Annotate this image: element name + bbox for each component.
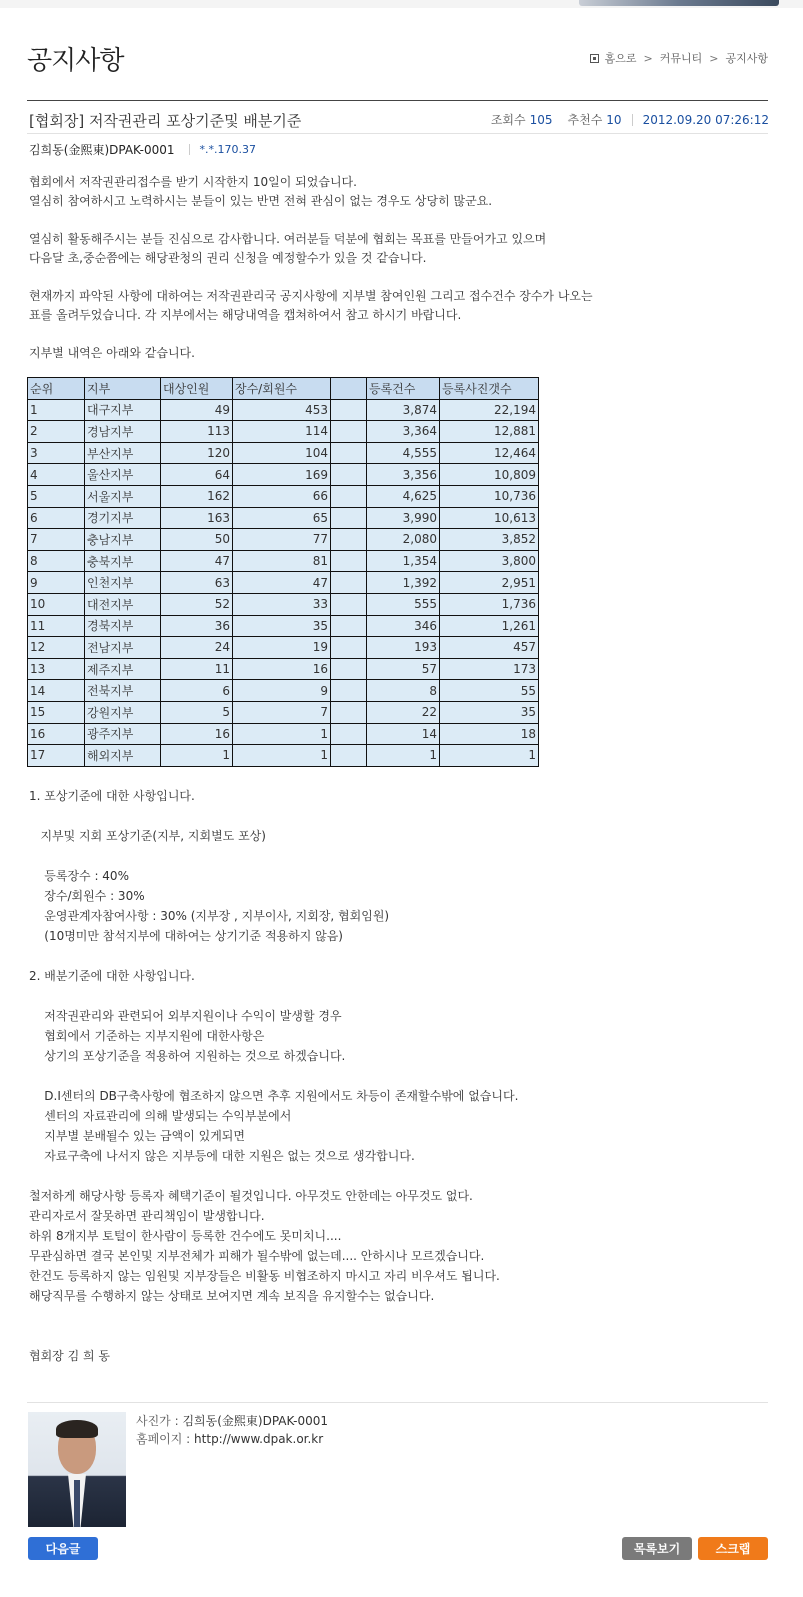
author-name[interactable]: 김희동(金熙東)DPAK-0001 xyxy=(29,143,175,157)
table-cell: 169 xyxy=(233,464,331,486)
table-cell xyxy=(331,421,367,443)
table-cell: 1 xyxy=(233,745,331,767)
table-cell: 104 xyxy=(233,442,331,464)
table-row xyxy=(28,572,539,594)
table-cell xyxy=(331,593,367,615)
body-text: D.I센터의 DB구축사항에 협조하지 않으면 추후 지원에서도 차등이 존재할수밖에 없습니다. xyxy=(29,1089,519,1103)
table-row xyxy=(28,723,539,745)
scrap-button[interactable]: 스크랩 xyxy=(698,1537,768,1560)
breadcrumb xyxy=(590,50,768,66)
column-header: 순위 xyxy=(28,378,85,400)
table-cell xyxy=(331,701,367,723)
table-cell: 18 xyxy=(440,723,539,745)
column-header: 등록건수 xyxy=(367,378,440,400)
column-header: 대상인원 xyxy=(161,378,233,400)
next-post-button[interactable]: 다음글 xyxy=(28,1537,98,1560)
column-header xyxy=(331,378,367,400)
table-cell: 57 xyxy=(367,658,440,680)
homepage-label: 홈페이지 : xyxy=(136,1432,195,1446)
table-cell: 10 xyxy=(28,593,85,615)
photographer-name: 김희동(金熙東)DPAK-0001 xyxy=(182,1414,328,1428)
table-cell: 346 xyxy=(367,615,440,637)
table-cell: 11 xyxy=(28,615,85,637)
divider xyxy=(27,100,768,101)
post-body xyxy=(29,173,593,363)
table-row xyxy=(28,745,539,767)
body-text: 관리자로서 잘못하면 관리책임이 발생합니다. xyxy=(29,1209,265,1223)
table-cell: 22,194 xyxy=(440,399,539,421)
chevron-right-icon: > xyxy=(643,51,653,65)
body-text: 자료구축에 나서지 않은 지부등에 대한 지원은 없는 것으로 생각합니다. xyxy=(29,1149,415,1163)
views-count: 105 xyxy=(529,112,553,127)
table-cell: 서울지부 xyxy=(85,485,161,507)
table-cell: 7 xyxy=(233,701,331,723)
table-row xyxy=(28,680,539,702)
table-cell: 강원지부 xyxy=(85,701,161,723)
body-text: 등록장수 : 40% xyxy=(29,869,129,883)
table-cell: 453 xyxy=(233,399,331,421)
table-cell: 12,881 xyxy=(440,421,539,443)
divider xyxy=(27,1402,768,1403)
column-header: 등록사진갯수 xyxy=(440,378,539,400)
table-cell: 1 xyxy=(440,745,539,767)
table-cell: 63 xyxy=(161,572,233,594)
table-header-row xyxy=(28,378,539,400)
body-text: 무관심하면 결국 본인및 지부전체가 피해가 될수밖에 없는데.... 안하시나 모르겠습니다. xyxy=(29,1249,485,1263)
table-cell: 부산지부 xyxy=(85,442,161,464)
table-cell: 457 xyxy=(440,637,539,659)
table-row xyxy=(28,485,539,507)
table-cell: 66 xyxy=(233,485,331,507)
post-body-continued xyxy=(29,786,518,1366)
body-text: 운영관계자참여사항 : 30% (지부장 , 지부이사, 지회장, 협회임원) xyxy=(29,909,390,923)
branch-table xyxy=(27,377,539,767)
table-cell: 11 xyxy=(161,658,233,680)
table-cell: 162 xyxy=(161,485,233,507)
table-cell: 3,990 xyxy=(367,507,440,529)
body-text: 센터의 자료관리에 의해 발생되는 수익부분에서 xyxy=(29,1109,292,1123)
body-text: 하위 8개지부 토털이 한사람이 등록한 건수에도 못미치니.... xyxy=(29,1229,342,1243)
table-cell: 경기지부 xyxy=(85,507,161,529)
author-row xyxy=(29,141,256,158)
table-cell: 3,800 xyxy=(440,550,539,572)
table-cell: 3 xyxy=(28,442,85,464)
table-cell: 9 xyxy=(233,680,331,702)
list-button[interactable]: 목록보기 xyxy=(622,1537,692,1560)
table-cell: 1,261 xyxy=(440,615,539,637)
table-cell xyxy=(331,529,367,551)
table-cell: 인천지부 xyxy=(85,572,161,594)
table-cell: 해외지부 xyxy=(85,745,161,767)
body-text: 현재까지 파악된 사항에 대하여는 저작권관리국 공지사항에 지부별 참여인원 그리고 접수건수 장수가 나오는 xyxy=(29,289,593,303)
breadcrumb-home[interactable]: 홈으로 xyxy=(604,52,637,65)
author-profile xyxy=(136,1412,328,1448)
table-row xyxy=(28,658,539,680)
table-cell xyxy=(331,507,367,529)
table-cell: 10,809 xyxy=(440,464,539,486)
body-text: 협회에서 저작권관리접수를 받기 시작한지 10일이 되었습니다. xyxy=(29,175,357,189)
post-meta xyxy=(491,111,769,128)
table-cell: 47 xyxy=(161,550,233,572)
table-cell: 113 xyxy=(161,421,233,443)
table-cell: 3,364 xyxy=(367,421,440,443)
table-row xyxy=(28,701,539,723)
table-cell: 81 xyxy=(233,550,331,572)
body-text: 표를 올려두었습니다. 각 지부에서는 해당내역을 캡쳐하여서 참고 하시기 바랍니다. xyxy=(29,308,462,322)
body-text: 한건도 등록하지 않는 임원및 지부장들은 비활동 비협조하지 마시고 자리 비우셔도 됩니다. xyxy=(29,1269,500,1283)
table-cell: 1,736 xyxy=(440,593,539,615)
table-cell: 광주지부 xyxy=(85,723,161,745)
table-cell: 8 xyxy=(367,680,440,702)
table-cell: 2,080 xyxy=(367,529,440,551)
table-cell: 경북지부 xyxy=(85,615,161,637)
table-cell: 19 xyxy=(233,637,331,659)
table-cell: 울산지부 xyxy=(85,464,161,486)
table-cell: 대전지부 xyxy=(85,593,161,615)
table-cell: 4 xyxy=(28,464,85,486)
table-cell: 50 xyxy=(161,529,233,551)
table-row xyxy=(28,464,539,486)
home-icon xyxy=(590,54,599,63)
table-cell: 33 xyxy=(233,593,331,615)
table-cell: 163 xyxy=(161,507,233,529)
divider xyxy=(27,133,768,134)
body-text: 저작권관리와 관련되어 외부지원이나 수익이 발생할 경우 xyxy=(29,1009,342,1023)
author-photo xyxy=(28,1412,126,1527)
table-cell: 6 xyxy=(28,507,85,529)
table-cell: 6 xyxy=(161,680,233,702)
body-text: (10명미만 참석지부에 대하여는 상기기준 적용하지 않음) xyxy=(29,929,343,943)
column-header: 장수/회원수 xyxy=(233,378,331,400)
body-text: 지부별 분배될수 있는 금액이 있게되면 xyxy=(29,1129,245,1143)
chevron-right-icon: > xyxy=(709,51,719,65)
table-cell xyxy=(331,637,367,659)
table-cell: 2 xyxy=(28,421,85,443)
table-cell: 10,736 xyxy=(440,485,539,507)
table-cell: 10,613 xyxy=(440,507,539,529)
table-cell: 8 xyxy=(28,550,85,572)
table-row xyxy=(28,399,539,421)
body-text: 다음달 초,중순쯤에는 해당관청의 권리 신청을 예정할수가 있을 것 같습니다. xyxy=(29,251,427,265)
body-text: 협회에서 기준하는 지부지원에 대한사항은 xyxy=(29,1029,265,1043)
section-title: 1. 포상기준에 대한 사항입니다. xyxy=(29,789,195,803)
table-cell: 4,625 xyxy=(367,485,440,507)
table-row xyxy=(28,637,539,659)
table-row xyxy=(28,442,539,464)
recommend-count: 10 xyxy=(606,112,622,127)
table-cell: 14 xyxy=(28,680,85,702)
table-cell: 65 xyxy=(233,507,331,529)
divider xyxy=(189,144,190,155)
page-title: 공지사항 xyxy=(27,46,124,76)
table-cell: 64 xyxy=(161,464,233,486)
table-cell: 36 xyxy=(161,615,233,637)
table-cell: 17 xyxy=(28,745,85,767)
table-cell: 120 xyxy=(161,442,233,464)
signature: 협회장 김 희 동 xyxy=(29,1349,110,1363)
table-cell: 충남지부 xyxy=(85,529,161,551)
photographer-label: 사진가 : xyxy=(136,1414,183,1428)
banner-image xyxy=(579,0,779,6)
table-cell: 1 xyxy=(161,745,233,767)
body-text: 철저하게 해당사항 등록자 혜택기준이 될것입니다. 아무것도 안한데는 아무것도 없다. xyxy=(29,1189,473,1203)
breadcrumb-notice[interactable]: 공지사항 xyxy=(725,52,768,65)
table-cell xyxy=(331,485,367,507)
table-cell: 49 xyxy=(161,399,233,421)
column-header: 지부 xyxy=(85,378,161,400)
table-cell xyxy=(331,723,367,745)
table-cell: 16 xyxy=(161,723,233,745)
table-cell: 22 xyxy=(367,701,440,723)
table-cell: 3,356 xyxy=(367,464,440,486)
table-cell: 1 xyxy=(233,723,331,745)
table-cell: 77 xyxy=(233,529,331,551)
table-cell: 15 xyxy=(28,701,85,723)
table-cell xyxy=(331,572,367,594)
table-cell: 55 xyxy=(440,680,539,702)
table-cell: 5 xyxy=(161,701,233,723)
table-cell: 12,464 xyxy=(440,442,539,464)
table-row xyxy=(28,550,539,572)
homepage-link[interactable]: http://www.dpak.or.kr xyxy=(194,1432,324,1446)
table-row xyxy=(28,421,539,443)
body-text: 장수/회원수 : 30% xyxy=(29,889,145,903)
table-cell: 제주지부 xyxy=(85,658,161,680)
table-cell xyxy=(331,442,367,464)
table-cell: 전북지부 xyxy=(85,680,161,702)
table-cell: 12 xyxy=(28,637,85,659)
body-text: 상기의 포상기준을 적용하여 지원하는 것으로 하겠습니다. xyxy=(29,1049,346,1063)
table-cell: 52 xyxy=(161,593,233,615)
table-row xyxy=(28,615,539,637)
divider xyxy=(632,114,633,126)
recommend-label: 추천수 xyxy=(567,113,603,127)
table-cell: 16 xyxy=(233,658,331,680)
author-ip: *.*.170.37 xyxy=(199,143,257,156)
table-cell xyxy=(331,745,367,767)
table-cell: 193 xyxy=(367,637,440,659)
body-text: 해당직무를 수행하지 않는 상태로 보여지면 계속 보직을 유지할수는 없습니다. xyxy=(29,1289,435,1303)
table-cell: 충북지부 xyxy=(85,550,161,572)
table-cell: 1 xyxy=(28,399,85,421)
table-cell: 4,555 xyxy=(367,442,440,464)
table-cell: 555 xyxy=(367,593,440,615)
table-cell xyxy=(331,615,367,637)
post-title: [협회장] 저작권관리 포상기준및 배분기준 xyxy=(29,112,302,130)
table-cell xyxy=(331,680,367,702)
table-cell: 3,852 xyxy=(440,529,539,551)
table-cell: 35 xyxy=(233,615,331,637)
table-row xyxy=(28,507,539,529)
table-row xyxy=(28,593,539,615)
top-banner xyxy=(0,0,803,8)
table-cell: 5 xyxy=(28,485,85,507)
table-cell: 173 xyxy=(440,658,539,680)
section-title: 2. 배분기준에 대한 사항입니다. xyxy=(29,969,195,983)
table-cell xyxy=(331,464,367,486)
table-cell: 1 xyxy=(367,745,440,767)
table-cell: 1,392 xyxy=(367,572,440,594)
table-cell: 경남지부 xyxy=(85,421,161,443)
table-cell: 대구지부 xyxy=(85,399,161,421)
table-cell: 2,951 xyxy=(440,572,539,594)
body-text: 지부및 지회 포상기준(지부, 지회별도 포상) xyxy=(29,829,266,843)
table-cell: 3,874 xyxy=(367,399,440,421)
table-cell: 14 xyxy=(367,723,440,745)
table-cell: 7 xyxy=(28,529,85,551)
table-cell xyxy=(331,399,367,421)
table-cell: 114 xyxy=(233,421,331,443)
table-cell xyxy=(331,550,367,572)
body-text: 지부별 내역은 아래와 같습니다. xyxy=(29,346,195,360)
body-text: 열심히 활동해주시는 분들 진심으로 감사합니다. 여러분들 덕분에 협회는 목표를 만들어가고 있으며 xyxy=(29,232,547,246)
table-cell: 35 xyxy=(440,701,539,723)
table-row xyxy=(28,529,539,551)
table-cell xyxy=(331,658,367,680)
breadcrumb-community[interactable]: 커뮤니티 xyxy=(659,52,703,65)
table-cell: 1,354 xyxy=(367,550,440,572)
table-cell: 47 xyxy=(233,572,331,594)
table-cell: 16 xyxy=(28,723,85,745)
table-cell: 13 xyxy=(28,658,85,680)
table-cell: 24 xyxy=(161,637,233,659)
views-label: 조회수 xyxy=(490,113,526,127)
table-cell: 9 xyxy=(28,572,85,594)
body-text: 열심히 참여하시고 노력하시는 분들이 있는 반면 전혀 관심이 없는 경우도 상당히 많군요. xyxy=(29,194,493,208)
post-date: 2012.09.20 07:26:12 xyxy=(642,112,769,127)
table-cell: 전남지부 xyxy=(85,637,161,659)
